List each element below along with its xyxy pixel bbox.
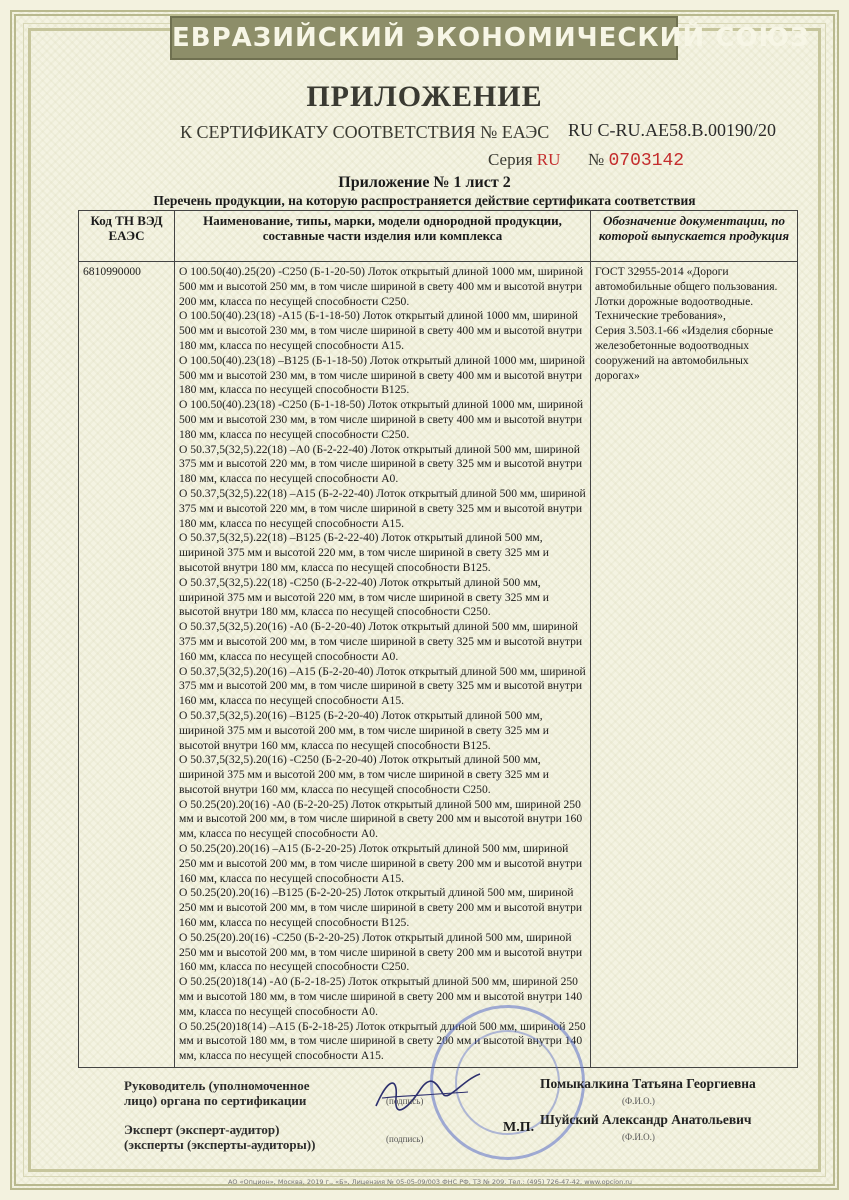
- product-item: О 100.50(40).23(18) –В125 (Б-1-18-50) Лоток открытый длиной 1000 мм, шириной 500 мм и высотой 230 мм, в том числе шириной в свету 400 мм и высотой внутри 180 мм, класса по несущей способности В125.: [179, 353, 586, 397]
- product-item: О 50.25(20).20(16) -А0 (Б-2-20-25) Лоток открытый длиной 500 мм, шириной 250 мм и высотой 200 мм, в том числе шириной в свету 200 мм и высотой внутри 160 мм, класса по несущей способности А0.: [179, 797, 583, 841]
- series-row: [488, 150, 560, 170]
- head-label: [124, 1078, 310, 1108]
- product-item: О 50.37,5(32,5).22(18) –В125 (Б-2-22-40) Лоток открытый длиной 500 мм, шириной 375 мм и высотой 220 мм, в том числе шириной в свету 325 мм и высотой внутри 180 мм, класса по несущей способности В125.: [179, 531, 549, 574]
- documents-cell: [591, 262, 798, 1068]
- product-item: О 50.25(20).20(16) –А15 (Б-2-20-25) Лоток открытый длиной 500 мм, шириной 250 мм и высотой 200 мм, в том числе шириной в свету 200 мм и высотой внутри 160 мм, класса по несущей способности А15.: [179, 842, 583, 885]
- series-value: RU: [536, 150, 561, 169]
- certificate-subtitle: К СЕРТИФИКАТУ СООТВЕТСТВИЯ № ЕАЭС: [180, 122, 550, 142]
- head-fio-note: (Ф.И.О.): [622, 1096, 655, 1106]
- head-name: Помыкалкина Татьяна Георгиевна: [540, 1076, 756, 1091]
- header-docs: Обозначение документации, по которой выпускается продукция: [591, 211, 798, 262]
- product-item: О 50.37,5(32,5).20(16) -С250 (Б-2-20-40) Лоток открытый длиной 500 мм, шириной 375 мм и высотой 200 мм, в том числе шириной в свету 325 мм и высотой внутри 160 мм, класса по несущей способности С250.: [179, 753, 549, 796]
- expert-label-line1: Эксперт (эксперт-аудитор): [124, 1122, 280, 1137]
- product-item: О 50.37,5(32,5).20(16) –А15 (Б-2-20-40) Лоток открытый длиной 500 мм, шириной 375 мм и высотой 200 мм, в том числе шириной в свету 325 мм и высотой внутри 160 мм, класса по несущей способности А15.: [179, 664, 586, 708]
- document-item: Серия 3.503.1-66 «Изделия сборные железобетонные водоотводных сооружений на автомобильных дорогах»: [595, 324, 774, 382]
- product-item: О 50.25(20).20(16) –В125 (Б-2-20-25) Лоток открытый длиной 500 мм, шириной 250 мм и высотой 200 мм, в том числе шириной в свету 200 мм и высотой внутри 160 мм, класса по несущей способности В125.: [179, 886, 583, 930]
- product-item: О 50.37,5(32,5).20(16) -А0 (Б-2-20-40) Лоток открытый длиной 500 мм, шириной 375 мм и высотой 200 мм, в том числе шириной в свету 325 мм и высотой внутри 160 мм, класса по несущей способности А0.: [179, 620, 583, 663]
- printer-footer: АО «Опцион», Москва, 2019 г., «Б», Лицензия № 05-05-09/003 ФНС РФ, ТЗ № 209. Тел.: (495) 726-47-42, www.opcion.ru: [227, 1178, 633, 1186]
- products-table: [78, 210, 798, 1068]
- expert-label: [124, 1122, 315, 1152]
- product-item: О 100.50(40).25(20) -С250 (Б-1-20-50) Лоток открытый длиной 1000 мм, шириной 500 мм и высотой 250 мм, в том числе шириной в свету 400 мм и высотой внутри 200 мм, класса по несущей способности С250.: [179, 265, 584, 308]
- product-item: О 50.37,5(32,5).22(18) –А0 (Б-2-22-40) Лоток открытый длиной 500 мм, шириной 375 мм и высотой 220 мм, в том числе шириной в свету 325 мм и высотой внутри 180 мм, класса по несущей способности А0.: [179, 442, 583, 486]
- product-item: О 50.25(20)18(14) -А0 (Б-2-18-25) Лоток открытый длиной 500 мм, шириной 250 мм и высотой 180 мм, в том числе шириной в свету 200 мм и высотой внутри 140 мм, класса по несущей способности А0.: [179, 975, 583, 1018]
- head-label-line2: лицо) органа по сертификации: [124, 1093, 307, 1108]
- product-item: О 50.25(20).20(16) -С250 (Б-2-20-25) Лоток открытый длиной 500 мм, шириной 250 мм и высотой 200 мм, в том числе шириной в свету 200 мм и высотой внутри 160 мм, класса по несущей способности С250.: [179, 930, 583, 974]
- product-item: О 50.37,5(32,5).22(18) -С250 (Б-2-22-40) Лоток открытый длиной 500 мм, шириной 375 мм и высотой 220 мм, в том числе шириной в свету 325 мм и высотой внутри 180 мм, класса по несущей способности С250.: [179, 575, 549, 619]
- table-row: [79, 262, 798, 1068]
- certificate-number: RU С-RU.AE58.B.00190/20: [568, 120, 777, 140]
- number-label: №: [588, 150, 605, 169]
- products-cell: [175, 262, 591, 1068]
- page-title: ПРИЛОЖЕНИЕ: [306, 80, 543, 113]
- product-item: О 50.37,5(32,5).20(16) –В125 (Б-2-20-40) Лоток открытый длиной 500 мм, шириной 375 мм и высотой 200 мм, в том числе шириной в свету 325 мм и высотой внутри 160 мм, класса по несущей способности В125.: [179, 708, 549, 752]
- appendix-number: Приложение № 1 лист 2: [338, 174, 511, 191]
- serial-row: [588, 150, 684, 171]
- table-header-row: [79, 211, 798, 262]
- stamp-label: М.П.: [503, 1120, 535, 1135]
- expert-fio-note: (Ф.И.О.): [622, 1132, 655, 1142]
- product-item: О 100.50(40).23(18) -С250 (Б-1-18-50) Лоток открытый длиной 1000 мм, шириной 500 мм и высотой 230 мм, в том числе шириной в свету 400 мм и высотой внутри 180 мм, класса по несущей способности С250.: [179, 398, 584, 441]
- head-label-line1: Руководитель (уполномоченное: [124, 1078, 310, 1093]
- header-name: Наименование, типы, марки, модели однородной продукции, составные части изделия или комплекса: [175, 211, 591, 262]
- code-cell: 6810990000: [79, 262, 175, 1068]
- series-label: Серия: [488, 150, 533, 169]
- expert-label-line2: (эксперты (эксперты-аудиторы)): [124, 1137, 316, 1152]
- head-signature: [368, 1068, 488, 1118]
- product-item: О 50.25(20)18(14) –А15 (Б-2-18-25) Лоток открытый длиной 500 мм, шириной 250 мм и высотой 180 мм, в том числе шириной в свету 200 мм и высотой внутри 140 мм, класса по несущей способности А15.: [179, 1019, 586, 1063]
- expert-name: Шуйский Александр Анатольевич: [540, 1112, 752, 1127]
- serial-number: 0703142: [608, 151, 685, 171]
- union-banner: ЕВРАЗИЙСКИЙ ЭКОНОМИЧЕСКИЙ СОЮЗ: [170, 16, 678, 60]
- head-sign-note: (подпись): [386, 1096, 424, 1106]
- product-item: О 100.50(40).23(18) -А15 (Б-1-18-50) Лоток открытый длиной 1000 мм, шириной 500 мм и высотой 230 мм, в том числе шириной в свету 400 мм и высотой внутри 180 мм, класса по несущей способности А15.: [179, 309, 583, 352]
- list-heading: Перечень продукции, на которую распространяется действие сертификата соответствия: [153, 193, 696, 208]
- expert-sign-note: (подпись): [386, 1134, 424, 1144]
- document-item: ГОСТ 32955-2014 «Дороги автомобильные общего пользования. Лотки дорожные водоотводные. Технические требования»,: [595, 265, 778, 323]
- product-item: О 50.37,5(32,5).22(18) –А15 (Б-2-22-40) Лоток открытый длиной 500 мм, шириной 375 мм и высотой 220 мм, в том числе шириной в свету 325 мм и высотой внутри 180 мм, класса по несущей способности А15.: [179, 486, 586, 530]
- header-code: Код ТН ВЭД ЕАЭС: [79, 211, 175, 262]
